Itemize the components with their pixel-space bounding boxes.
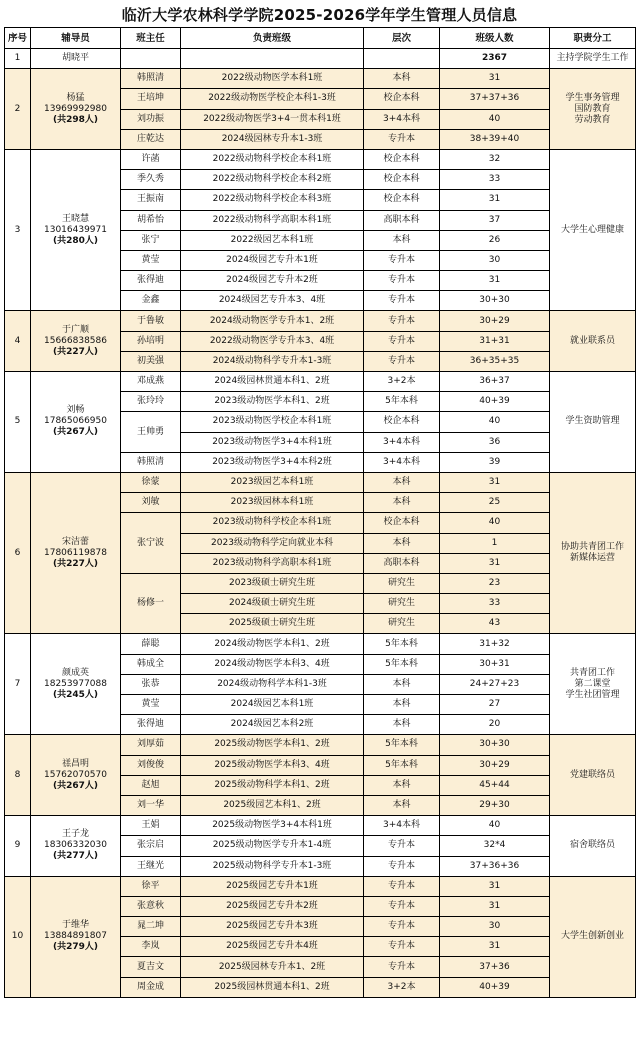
head-teacher-cell: 张玲玲 xyxy=(121,392,181,412)
header-classes: 负责班级 xyxy=(181,28,364,49)
class-cell: 2022级动物医学本科1班 xyxy=(181,69,364,89)
level-cell: 校企本科 xyxy=(364,149,440,169)
level-cell: 专升本 xyxy=(364,917,440,937)
count-cell: 25 xyxy=(440,493,550,513)
advisor-name: 王晓慧 xyxy=(61,213,89,224)
header-advisor: 辅导员 xyxy=(31,28,121,49)
head-teacher-cell: 于鲁敏 xyxy=(121,311,181,331)
advisor-cell xyxy=(31,472,121,634)
advisor-cell xyxy=(31,149,121,311)
table-row xyxy=(5,816,636,836)
level-cell: 专升本 xyxy=(364,311,440,331)
count-cell: 38+39+40 xyxy=(440,129,550,149)
advisor-name: 宋洁蕾 xyxy=(61,536,89,547)
table-row xyxy=(5,472,636,492)
class-cell: 2023级园艺本科1班 xyxy=(181,472,364,492)
count-cell: 30+30 xyxy=(440,735,550,755)
class-cell: 2024级动物科学专升本1-3班 xyxy=(181,351,364,371)
head-teacher-cell: 孙培明 xyxy=(121,331,181,351)
head-teacher-cell: 许菡 xyxy=(121,149,181,169)
class-cell: 2023级园林本科1班 xyxy=(181,493,364,513)
level-cell: 本科 xyxy=(364,775,440,795)
class-cell: 2022级动物科学校企本科3班 xyxy=(181,190,364,210)
advisor-phone: 18306332030 xyxy=(44,840,107,851)
advisor-name: 王子龙 xyxy=(61,829,89,840)
head-teacher-cell: 李岚 xyxy=(121,937,181,957)
duty-line: 主持学院学生工作 xyxy=(556,53,629,64)
class-cell: 2022级动物医学校企本科1-3班 xyxy=(181,89,364,109)
duty-cell xyxy=(550,311,636,372)
table-row xyxy=(5,876,636,896)
level-cell: 专升本 xyxy=(364,291,440,311)
level-cell: 专升本 xyxy=(364,876,440,896)
advisor-total: (共267人) xyxy=(52,780,98,791)
class-cell: 2025级园艺专升本4班 xyxy=(181,937,364,957)
duty-line: 学生事务管理 xyxy=(565,92,620,103)
class-cell: 2024级硕士研究生班 xyxy=(181,594,364,614)
row-number: 4 xyxy=(5,311,31,372)
row-number: 8 xyxy=(5,735,31,816)
head-teacher-cell: 韩照清 xyxy=(121,452,181,472)
count-cell: 26 xyxy=(440,230,550,250)
count-cell: 40 xyxy=(440,816,550,836)
class-cell: 2024级动物医学本科1、2班 xyxy=(181,634,364,654)
head-teacher-cell: 张得迪 xyxy=(121,271,181,291)
count-cell: 37+37+36 xyxy=(440,89,550,109)
count-cell: 31 xyxy=(440,876,550,896)
class-cell: 2024级动物科学本科1-3班 xyxy=(181,674,364,694)
table-row xyxy=(5,311,636,331)
count-cell: 31 xyxy=(440,69,550,89)
head-teacher-cell: 杨修一 xyxy=(121,573,181,634)
table-row xyxy=(5,634,636,654)
header-duty: 职责分工 xyxy=(550,28,636,49)
row-number: 1 xyxy=(5,49,31,69)
level-cell: 专升本 xyxy=(364,271,440,291)
class-cell: 2025级园艺本科1、2班 xyxy=(181,795,364,815)
count-cell: 33 xyxy=(440,594,550,614)
count-cell: 32 xyxy=(440,149,550,169)
duty-line: 第二课堂 xyxy=(574,678,611,689)
advisor-name: 胡晓平 xyxy=(61,53,89,64)
level-cell: 校企本科 xyxy=(364,170,440,190)
advisor-phone: 13884891807 xyxy=(44,931,107,942)
advisor-phone: 13969992980 xyxy=(44,103,107,114)
head-teacher-cell: 夏吉文 xyxy=(121,957,181,977)
level-cell: 校企本科 xyxy=(364,513,440,533)
level-cell: 专升本 xyxy=(364,957,440,977)
class-cell: 2025级园艺专升本1班 xyxy=(181,876,364,896)
duty-cell xyxy=(550,49,636,69)
duty-cell xyxy=(550,372,636,473)
table-row xyxy=(5,372,636,392)
advisor-name: 杨猛 xyxy=(66,92,85,103)
level-cell: 研究生 xyxy=(364,614,440,634)
row-number: 2 xyxy=(5,69,31,150)
head-teacher-cell: 徐蒙 xyxy=(121,472,181,492)
class-cell: 2023级硕士研究生班 xyxy=(181,573,364,593)
duty-cell xyxy=(550,876,636,997)
level-cell: 本科 xyxy=(364,493,440,513)
header-row xyxy=(5,28,636,49)
head-teacher-cell: 邓成燕 xyxy=(121,372,181,392)
head-teacher-cell: 季久秀 xyxy=(121,170,181,190)
class-cell: 2025级园艺专升本3班 xyxy=(181,917,364,937)
head-teacher-cell: 刘一华 xyxy=(121,795,181,815)
level-cell: 本科 xyxy=(364,695,440,715)
count-cell: 24+27+23 xyxy=(440,674,550,694)
class-cell: 2025级动物医学本科3、4班 xyxy=(181,755,364,775)
count-cell: 39 xyxy=(440,452,550,472)
staff-table xyxy=(4,27,636,998)
level-cell: 专升本 xyxy=(364,331,440,351)
count-cell: 1 xyxy=(440,533,550,553)
count-cell: 36+37 xyxy=(440,372,550,392)
class-cell: 2025级动物医学本科1、2班 xyxy=(181,735,364,755)
level-cell: 专升本 xyxy=(364,937,440,957)
advisor-cell xyxy=(31,876,121,997)
count-cell: 29+30 xyxy=(440,795,550,815)
table-row xyxy=(5,149,636,169)
head-teacher-cell: 初美强 xyxy=(121,351,181,371)
advisor-phone: 13016439971 xyxy=(44,224,107,235)
advisor-name: 禚昌明 xyxy=(61,758,89,769)
class-cell: 2023级动物医学3+4本科1班 xyxy=(181,432,364,452)
page-title: 临沂大学农林科学学院2025-2026学年学生管理人员信息 xyxy=(121,6,518,24)
advisor-total: (共280人) xyxy=(52,235,98,246)
count-cell: 31 xyxy=(440,190,550,210)
advisor-phone: 17806119878 xyxy=(44,547,107,558)
head-teacher-cell: 黄莹 xyxy=(121,695,181,715)
class-cell xyxy=(181,49,364,69)
advisor-phone: 15666838586 xyxy=(44,335,107,346)
count-cell: 31 xyxy=(440,553,550,573)
advisor-total: (共245人) xyxy=(52,689,98,700)
level-cell: 高职本科 xyxy=(364,210,440,230)
advisor-total: (共227人) xyxy=(52,346,98,357)
head-teacher-cell: 刘俊俊 xyxy=(121,755,181,775)
class-cell: 2023级动物科学高职本科1班 xyxy=(181,553,364,573)
duty-line: 党建联络员 xyxy=(569,769,615,780)
advisor-name: 颜成英 xyxy=(61,667,89,678)
duty-line: 劳动教育 xyxy=(574,114,611,125)
count-cell: 30+30 xyxy=(440,291,550,311)
class-cell: 2025级动物医学专升本1-4班 xyxy=(181,836,364,856)
count-cell: 33 xyxy=(440,170,550,190)
level-cell: 本科 xyxy=(364,674,440,694)
level-cell: 研究生 xyxy=(364,573,440,593)
class-cell: 2024级园艺专升本1班 xyxy=(181,250,364,270)
count-cell: 40 xyxy=(440,412,550,432)
count-cell: 30+29 xyxy=(440,311,550,331)
count-cell: 31 xyxy=(440,896,550,916)
duty-cell xyxy=(550,69,636,150)
count-cell: 43 xyxy=(440,614,550,634)
head-teacher-cell: 晁二坤 xyxy=(121,917,181,937)
level-cell: 3+4本科 xyxy=(364,432,440,452)
count-cell: 37 xyxy=(440,210,550,230)
head-teacher-cell: 张宗启 xyxy=(121,836,181,856)
head-teacher-cell: 刘厚茹 xyxy=(121,735,181,755)
table-row xyxy=(5,69,636,89)
level-cell: 5年本科 xyxy=(364,755,440,775)
class-cell: 2022级动物科学校企本科1班 xyxy=(181,149,364,169)
header-count: 班级人数 xyxy=(440,28,550,49)
table-row xyxy=(5,49,636,69)
level-cell: 本科 xyxy=(364,472,440,492)
level-cell: 5年本科 xyxy=(364,735,440,755)
level-cell: 3+2本 xyxy=(364,372,440,392)
count-cell: 36 xyxy=(440,432,550,452)
class-cell: 2022级动物科学高职本科1班 xyxy=(181,210,364,230)
head-teacher-cell: 黄莹 xyxy=(121,250,181,270)
class-cell: 2022级动物医学专升本3、4班 xyxy=(181,331,364,351)
class-cell: 2025级园林贯通本科1、2班 xyxy=(181,977,364,997)
duty-cell xyxy=(550,816,636,877)
level-cell: 校企本科 xyxy=(364,412,440,432)
count-cell: 30+29 xyxy=(440,755,550,775)
advisor-cell xyxy=(31,735,121,816)
count-cell: 23 xyxy=(440,573,550,593)
head-teacher-cell: 胡希怡 xyxy=(121,210,181,230)
level-cell: 本科 xyxy=(364,230,440,250)
count-cell: 31 xyxy=(440,937,550,957)
class-cell: 2022级园艺本科1班 xyxy=(181,230,364,250)
count-cell: 30 xyxy=(440,917,550,937)
count-cell: 40+39 xyxy=(440,392,550,412)
table-row xyxy=(5,735,636,755)
header-level: 层次 xyxy=(364,28,440,49)
head-teacher-cell: 张宁波 xyxy=(121,513,181,574)
level-cell: 专升本 xyxy=(364,250,440,270)
level-cell: 研究生 xyxy=(364,594,440,614)
duty-cell xyxy=(550,472,636,634)
head-teacher-cell: 张得迪 xyxy=(121,715,181,735)
level-cell: 5年本科 xyxy=(364,392,440,412)
class-cell: 2024级动物医学专升本1、2班 xyxy=(181,311,364,331)
level-cell: 3+4本科 xyxy=(364,816,440,836)
head-teacher-cell: 韩照清 xyxy=(121,69,181,89)
level-cell: 5年本科 xyxy=(364,634,440,654)
count-cell: 2367 xyxy=(440,49,550,69)
count-cell: 30 xyxy=(440,250,550,270)
head-teacher-cell: 徐平 xyxy=(121,876,181,896)
level-cell: 本科 xyxy=(364,69,440,89)
level-cell: 专升本 xyxy=(364,856,440,876)
duty-line: 大学生创新创业 xyxy=(560,931,624,942)
duty-line: 宿舍联络员 xyxy=(569,840,615,851)
row-number: 10 xyxy=(5,876,31,997)
head-teacher-cell: 王振南 xyxy=(121,190,181,210)
row-number: 3 xyxy=(5,149,31,311)
advisor-cell xyxy=(31,372,121,473)
head-teacher-cell: 韩成全 xyxy=(121,654,181,674)
count-cell: 31+31 xyxy=(440,331,550,351)
level-cell: 专升本 xyxy=(364,129,440,149)
class-cell: 2025级动物医学3+4本科1班 xyxy=(181,816,364,836)
count-cell: 40 xyxy=(440,513,550,533)
count-cell: 37+36 xyxy=(440,957,550,977)
class-cell: 2023级动物科学校企本科1班 xyxy=(181,513,364,533)
advisor-phone: 18253977088 xyxy=(44,678,107,689)
class-cell: 2023级动物医学本科1、2班 xyxy=(181,392,364,412)
level-cell: 高职本科 xyxy=(364,553,440,573)
class-cell: 2022级动物医学3+4一贯本科1班 xyxy=(181,109,364,129)
head-teacher-cell: 张意秋 xyxy=(121,896,181,916)
advisor-total: (共267人) xyxy=(52,427,98,438)
advisor-cell xyxy=(31,311,121,372)
level-cell: 5年本科 xyxy=(364,654,440,674)
head-teacher-cell: 刘功振 xyxy=(121,109,181,129)
duty-line: 就业联系员 xyxy=(569,335,615,346)
class-cell: 2024级园艺本科2班 xyxy=(181,715,364,735)
duty-line: 大学生心理健康 xyxy=(560,224,624,235)
level-cell: 专升本 xyxy=(364,836,440,856)
head-teacher-cell: 张宁 xyxy=(121,230,181,250)
count-cell: 45+44 xyxy=(440,775,550,795)
advisor-cell xyxy=(31,49,121,69)
advisor-cell xyxy=(31,816,121,877)
count-cell: 32*4 xyxy=(440,836,550,856)
class-cell: 2024级园艺专升本2班 xyxy=(181,271,364,291)
duty-line: 共青团工作 xyxy=(569,667,615,678)
advisor-name: 刘畅 xyxy=(66,405,85,416)
header-no: 序号 xyxy=(5,28,31,49)
duty-cell xyxy=(550,735,636,816)
count-cell: 20 xyxy=(440,715,550,735)
level-cell xyxy=(364,49,440,69)
count-cell: 31 xyxy=(440,271,550,291)
count-cell: 31 xyxy=(440,472,550,492)
level-cell: 3+4本科 xyxy=(364,109,440,129)
class-cell: 2025级动物科学本科1、2班 xyxy=(181,775,364,795)
class-cell: 2024级园艺本科1班 xyxy=(181,695,364,715)
class-cell: 2024级园林贯通本科1、2班 xyxy=(181,372,364,392)
advisor-total: (共227人) xyxy=(52,558,98,569)
head-teacher-cell: 周金成 xyxy=(121,977,181,997)
head-teacher-cell: 王帅勇 xyxy=(121,412,181,452)
advisor-name: 于广顺 xyxy=(61,324,89,335)
level-cell: 3+4本科 xyxy=(364,452,440,472)
duty-line: 学生资助管理 xyxy=(565,416,620,427)
advisor-total: (共279人) xyxy=(52,942,98,953)
level-cell: 本科 xyxy=(364,795,440,815)
count-cell: 40 xyxy=(440,109,550,129)
head-teacher-cell: 王培坤 xyxy=(121,89,181,109)
head-teacher-cell: 王娟 xyxy=(121,816,181,836)
row-number: 5 xyxy=(5,372,31,473)
class-cell: 2024级园林专升本1-3班 xyxy=(181,129,364,149)
class-cell: 2022级动物科学校企本科2班 xyxy=(181,170,364,190)
level-cell: 3+2本 xyxy=(364,977,440,997)
head-teacher-cell: 庄乾达 xyxy=(121,129,181,149)
head-teacher-cell: 张恭 xyxy=(121,674,181,694)
count-cell: 40+39 xyxy=(440,977,550,997)
advisor-name: 于维华 xyxy=(61,920,89,931)
level-cell: 专升本 xyxy=(364,351,440,371)
count-cell: 37+36+36 xyxy=(440,856,550,876)
advisor-phone: 15762070570 xyxy=(44,769,107,780)
duty-line: 学生社团管理 xyxy=(565,689,620,700)
row-number: 7 xyxy=(5,634,31,735)
level-cell: 本科 xyxy=(364,715,440,735)
duty-line: 协助共青团工作 xyxy=(560,542,624,553)
row-number: 6 xyxy=(5,472,31,634)
advisor-phone: 17865066950 xyxy=(44,416,107,427)
level-cell: 校企本科 xyxy=(364,190,440,210)
duty-cell xyxy=(550,634,636,735)
head-teacher-cell: 金鑫 xyxy=(121,291,181,311)
class-cell: 2023级动物医学校企本科1班 xyxy=(181,412,364,432)
advisor-cell xyxy=(31,69,121,150)
row-number: 9 xyxy=(5,816,31,877)
count-cell: 27 xyxy=(440,695,550,715)
count-cell: 31+32 xyxy=(440,634,550,654)
class-cell: 2023级动物医学3+4本科2班 xyxy=(181,452,364,472)
count-cell: 30+31 xyxy=(440,654,550,674)
class-cell: 2025级动物科学专升本1-3班 xyxy=(181,856,364,876)
class-cell: 2023级动物科学定向就业本科 xyxy=(181,533,364,553)
duty-line: 新媒体运营 xyxy=(569,553,615,564)
class-cell: 2025级硕士研究生班 xyxy=(181,614,364,634)
head-teacher-cell: 赵旭 xyxy=(121,775,181,795)
level-cell: 本科 xyxy=(364,533,440,553)
class-cell: 2024级园艺专升本3、4班 xyxy=(181,291,364,311)
level-cell: 专升本 xyxy=(364,896,440,916)
header-head-teacher: 班主任 xyxy=(121,28,181,49)
class-cell: 2025级园林专升本1、2班 xyxy=(181,957,364,977)
head-teacher-cell: 刘敏 xyxy=(121,493,181,513)
duty-cell xyxy=(550,149,636,311)
class-cell: 2024级动物医学本科3、4班 xyxy=(181,654,364,674)
head-teacher-cell: 薛聪 xyxy=(121,634,181,654)
duty-line: 国防教育 xyxy=(574,103,611,114)
head-teacher-cell xyxy=(121,49,181,69)
advisor-total: (共277人) xyxy=(52,851,98,862)
advisor-total: (共298人) xyxy=(52,114,98,125)
class-cell: 2025级园艺专升本2班 xyxy=(181,896,364,916)
count-cell: 36+35+35 xyxy=(440,351,550,371)
head-teacher-cell: 王继光 xyxy=(121,856,181,876)
advisor-cell xyxy=(31,634,121,735)
level-cell: 校企本科 xyxy=(364,89,440,109)
